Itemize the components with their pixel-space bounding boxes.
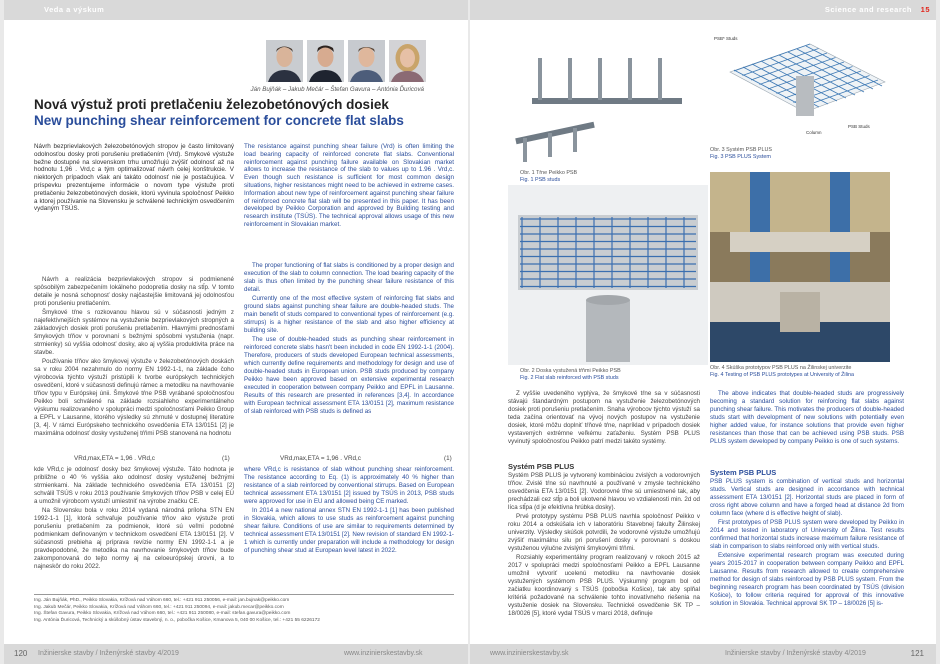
- right-column-1b-sk: [508, 472, 700, 640]
- column-2-en: [244, 262, 454, 454]
- label-column: Column: [806, 130, 822, 135]
- label-psb-studs: PSB Studs: [848, 124, 870, 129]
- authors: Ján Bujňák – Jakub Mečár – Štefan Gavura – Antónia Ďuricová: [250, 86, 424, 93]
- journal-name: Inžinierske stavby / Inženýrské stavby 4/2019: [725, 650, 866, 657]
- paragraph: The proper functioning of flat slabs is conditioned by a proper design and execution of the slab to column connection. The load bearing capacity of the slab is thus often limited by the punching shear failure resistance of this detail.: [244, 262, 454, 293]
- caption-sk: Obr. 4 Skúška prototypov PSB PLUS na Žilinskej univerzite: [710, 365, 852, 371]
- paragraph: First prototypes of PSB PLUS system were developed by Peikko in 2014 and tested in laboratory of University of Žilina. Test results confirmed that horizontal studs increase maximum failure resistance of slab in comparison to slabs reinforced only with vertical studs.: [710, 519, 904, 550]
- paragraph: In 2014 a new national annex STN EN 1992-1-1 [1] has been published in Slovakia, which allows to use studs as reinforcement against punching shear failure. Conditions of use are similar to requirements determined by technical assessment ETA 13/0151 [2]. New revision of standard EN 1992-1-1 which is currently under preparation will include a methodology for design of punching shear stud at European level latest in 2022.: [244, 507, 454, 554]
- right-column-2b-en: [710, 478, 904, 642]
- page-number: 120: [14, 649, 28, 658]
- label-psb-studs-top: PSB* Studs: [714, 36, 738, 41]
- website: www.inzinierskestavby.sk: [490, 650, 569, 657]
- website: www.inzinierskestavby.sk: [344, 650, 423, 657]
- paragraph: Používanie tŕňov ako šmykovej výstuže v železobetónových doskách sa v roku 2004 nezahrnulo do normy EN 1992-1-1, na základe čoho výrobcovia týchto výstuží pristúpili k tvorbe európskych technických osvedčení, ktoré v súčasnosti definujú rámec a metodiku na navrhovanie tŕňov typu v Európskej únii. Šmykové tŕne PSB vyrábané spoločnosťou Peikko boli schválené na základe rozsiahleho experimentálneho výskumu realizovaného v spolupráci medzi spoločnosťami Peikko Group a EPFL v Lausanne, ktorého výsledky sú zhrnuté v dostupnej literatúre [3, 4]. V rámci Európskeho technického osvedčenia ETA 13/0151 [2] je maximálna odolnosť dosky vystuženej tŕňmi PSB stanovená na hodnotu: [34, 358, 234, 437]
- contacts-divider: [34, 594, 454, 595]
- header-bar-left: [4, 0, 468, 20]
- left-page: [4, 0, 468, 664]
- paragraph: Z vyššie uvedeného vyplýva, že šmykové tŕne sa v súčasnosti stávajú štandardným postupom na vystuženie železobetónových dosiek proti porušeniu pretlačením. Snaha výrobcov týchto výstuží sa teda začína orientovať na vývoj nových postupov na vystuženie dosiek, ktoré môžu doplniť tŕňové tŕne, napríklad v prípadoch dosiek vystavených extrémne veľkému zaťaženiu. Systém PSB PLUS vyvinutý spoločnosťou Peikko patrí medzi takéto systémy.: [508, 390, 700, 445]
- figure-2-caption: [520, 368, 621, 381]
- paragraph: The above indicates that double-headed studs are progressively becoming a standard solution for reinforcing flat slabs against punching shear failure. This motivates the producers of double-headed studs start with development of new solutions with potentially even higher added value, for instance solutions that provide even higher resistances than those that can be achieved using PSB studs. PSB PLUS system developed by company Peikko is one of such systems.: [710, 390, 904, 445]
- heading-sk: Systém PSB PLUS: [508, 462, 575, 471]
- paragraph: Návrh a realizácia bezprievlakových stropov si podmienené spôsobilým zabezpečením lokálneho podopretia dosky na stĺp. V tomto detaile je nosná schopnosť dosky najčastejšie limitovaná jej odolnosťou proti porušeniu pretlačením.: [34, 276, 234, 307]
- caption-sk: Obr. 1 Tŕne Peikko PSB: [520, 170, 578, 176]
- caption-en: Fig. 4 Testing of PSB PLUS prototypes at University of Žilina: [710, 371, 855, 378]
- caption-en: Fig. 3 PSB PLUS System: [710, 153, 771, 160]
- equation-1-en-number: (1): [444, 455, 452, 462]
- header-bar-right: [470, 0, 936, 20]
- equation-1-sk-number: (1): [222, 455, 230, 462]
- abstract-en: The resistance against punching shear failure (Vrd) is often limiting the load bearing capacity of reinforced concrete flat slabs. Conventional reinforcement against punching failure available on Slovakian market allows to increase the resistance of the slab to values up to 1.96 . Vrd,c. Even though such resistance is sufficient for most common design situations, higher resistances might need to be achieved in extreme cases. Information about new type of reinforcement against punching shear failure of reinforced concrete flat slab will be presented in this paper. It has been developed by Peikko Corporation and approved by Building testing and research institute (TSÚS). The technical approval allows usage of this new reinforcement in Slovakian market.: [244, 143, 454, 228]
- column-2b-en: [244, 466, 454, 586]
- figure-1-psb-studs: [510, 50, 690, 165]
- title-en: New punching shear reinforcement for concrete flat slabs: [34, 113, 404, 128]
- column-1b-sk: [34, 466, 234, 588]
- equation-1-en: VRd,max,ETA = 1,96 . VRd,c: [280, 455, 361, 462]
- figure-3-caption: [710, 147, 772, 160]
- title-sk: Nová výstuž proti pretlačeniu železobetónových dosiek: [34, 97, 389, 112]
- paragraph: Currently one of the most effective system of reinforcing flat slabs and ground slabs against punching shear failure are double-headed studs. The main benefit of studs compared to conventional types of reinforcement (e.g. stirrups) is a higher resistance of the slab and also higher efficiency at building site.: [244, 295, 454, 334]
- paragraph: PSB PLUS system is combination of vertical studs and horizontal studs. Vertical studs are designed in accordance with technical assessment ETA 13/0151 [2]. Horizontal studs are placed in form of cross right above column and have a forged head at distance 2d from column face (where d is effective height of slab).: [710, 478, 904, 517]
- caption-sk: Obr. 3 Systém PSB PLUS: [710, 147, 773, 153]
- paragraph: Rozsiahly experimentálny program realizovaný v rokoch 2015 až 2017 v spolupráci medzi spoločnosťami Peikko a EPFL Lausanne umožnil vytvoriť ucelenú metodiku na navrhovanie dosiek vystužených systémom PSB PLUS. Výskumný program bol od začiatku koordinovaný s TSÚS (pobočka Košice), tak aby splňal kritériá požadované na schválenie tohto inovatívneho riešenia na vystuženie dosiek na Slovensku. Technické osvedčenie SK TP – 18/0026 [5], ktoré vydal TSÚS v marci 2018, definuje: [508, 554, 700, 617]
- paragraph: The use of double-headed studs as punching shear reinforcement in reinforced concrete slabs hasn't been included in code EN 1992-1-1 (2004). Therefore, producers of studs developed European technical assessments, which currently define requirements and methodology for design and use of double-headed studs in European union. PSB studs produced by company Peikko have been approved based on extensive experimental research executed in cooperation between company Peikko and EPFL in Lausanne. Results of this research are presented in references [3,4]. In accordance with European technical assessment ETA 13/0151 [2], maximum resistance of slab reinforced with PSB studs is defined as: [244, 336, 454, 415]
- paragraph: Systém PSB PLUS je vytvorený kombináciou zvislých a vodorovných tŕňov. Zvislé tŕne sú navrhnuté a používané v zmysle technického osvedčenia ETA 13/0151 [2]. Vodorovné tŕne sú umiestnené tak, aby prechádzali cez stĺp a boli ukotvené hlavou vo vzdialenosti min. 2d od líca stĺpa (d je efektívna hrúbka dosky).: [508, 472, 700, 511]
- caption-en: Fig. 2 Flat slab reinforced with PSB studs: [520, 374, 619, 381]
- section-title-en: Science and research: [824, 5, 912, 14]
- paragraph: Prvé prototypy systému PSB PLUS navrhla spoločnosť Peikko v roku 2014 a odskúšala ich v laboratóriu Stavebnej fakulty Žilinskej univerzity. Výsledky skúšok potvrdili, že vodorovné výstuže umožňujú zvýšiť maximálnu silu pri porušení dosky v porovnaní s doskou vystuženou výlučne zvislými šmykovými tŕňmi.: [508, 513, 700, 552]
- paragraph: where VRd,c is resistance of slab without punching shear reinforcement. The resistance according to Eq. (1) is approximately 40 % higher than resistance of a slab reinforced by conventional stirrups. Based on European technical assessment ETA 13/0151 [2] issued by TSÚS in 2013, PSB studs were approved for use in EU and allowed being CE marked.: [244, 466, 454, 505]
- footer-right: [470, 644, 936, 664]
- author-contacts: [34, 598, 454, 624]
- author-photo-2: [307, 40, 344, 82]
- contact-line: Ing. Antónia Ďuricová, Technický a skúšobný ústav stavebný, n. o., pobočka Košice, Kmanova 5, 040 00 Košice, tel.: +421 55 6226172: [34, 617, 320, 623]
- contact-line: Ing. Jakub Mečár, Peikko Slovakia, Krížová nad Váhom 660, tel.: +421 911 250094, e-mail: jakub.mecar@peikko.com: [34, 604, 284, 610]
- author-photo-1: [266, 40, 303, 82]
- page-number: 121: [910, 649, 924, 658]
- figure-4-lab-test-photo: [710, 172, 890, 362]
- footer-left: [4, 644, 468, 664]
- author-photo-3: [348, 40, 385, 82]
- paragraph: Na Slovensku bola v roku 2014 vydaná národná príloha STN EN 1992-1-1 [1], ktorá schvaľuje používanie tŕňov ako výstuže proti porušeniu pretlačením za podmienok, ktoré sú veľmi podobné podmienkam definovaným v technickom osvedčení ETA 13/0151 [2]. V súčasnosti prebieha aj príprava revízie normy EN 1992-1-1 a je pravdepodobné, že metodika na navrhovanie šmykových tŕňov bude zakomponovaná do tejto normy aj na celoeurópskej úrovni, a to najneskôr do roku 2022.: [34, 507, 234, 570]
- heading-en: System PSB PLUS: [710, 468, 777, 477]
- right-column-2-en: [710, 390, 904, 462]
- author-photo-4: [389, 40, 426, 82]
- paragraph: kde VRd,c je odolnosť dosky bez šmykovej výstuže. Táto hodnota je približne o 40 % vyššia ako odolnosť dosky vystuženej bežnými strmienkami. Na základe technického osvedčenia ETA 13/0151 [2] schválil TSÚS v roku 2013 používanie šmykových tŕňov PSB v celej EÚ a umožnil výrobcom vystuží umiestniť na výrobe značku CE.: [34, 466, 234, 505]
- caption-sk: Obr. 2 Doska vystužená tŕňmi Peikko PSB: [520, 368, 621, 374]
- contact-line: Ing. Ján Bujňák, PhD., Peikko Slovakia, Krížová nad Váhom 660, tel.: +421 911 250056, e-mail: jan.bujnak@peikko.com: [34, 598, 290, 603]
- journal-name: Inžinierske stavby / Inženýrské stavby 4/2019: [38, 650, 179, 657]
- paragraph: Šmykové tŕne s rozkovanou hlavou sú v súčasnosti jedným z najefektívnejších systémov na vystuženie bezprievlakových stropných a základových dosiek proti porušeniu pretlačením. Hlavnými prednosťami šmykových tŕňov v porovnaní s bežnými spôsobmi vystuženia (napr. strmienky) sú vyššia odolnosť dosky, ako aj vyššia produktivita práce na stavbe.: [34, 309, 234, 356]
- equation-1-sk: VRd,max,ETA = 1,96 . VRd,c: [74, 455, 155, 462]
- abstract-sk: Návrh bezprievlakových železobetónových stropov je často limitovaný odolnosťou dosky proti porušeniu pretlačením (Vrd). Smykové výstuže bežne dostupné na slovenskom trhu umožňujú zvýšiť odolnosť až na hodnotu 1,96 . Vrd,c a tým optimalizovať návrh celej konštrukcie. V niektorých prípadoch však ani takáto odolnosť nie je postačujúca. V príspevku prezentujeme informácie o novom type výstuže proti pretlačeniu železobetónových dosiek, ktorú vyvinula spoločnosť Peikko a ktorej používanie na Slovensku je schválené technickým osvedčením vydaným TSÚS.: [34, 143, 234, 213]
- figure-3-psb-plus-system: [710, 32, 890, 144]
- right-page: [470, 0, 936, 664]
- header-mark: 15: [920, 5, 930, 14]
- section-title-sk: Veda a výskum: [44, 5, 105, 14]
- column-1-sk: [34, 276, 234, 452]
- caption-en: Fig. 1 PSB studs: [520, 176, 561, 183]
- figure-4-caption: [710, 365, 854, 378]
- contact-line: Ing. Štefan Gavura, Peikko Slovakia, Krížová nad Váhom 660, tel.: +421 911 250080, e-mail: stefan.gavura@peikko.com: [34, 611, 291, 616]
- right-column-1-sk: [508, 390, 700, 460]
- paragraph: Extensive experimental research program was executed during years 2015-2017 in cooperation between company Peikko and EPFL Lausanne. Results from research allowed to create comprehensive method for design of slabs reinforced by PSB PLUS system. From the beginning research program has been coordinated by TSÚS (division Košice), to follow criteria required for approval of this innovative solution in Slovakia. Technical approval SK TP – 18/0026 [5] is-: [710, 552, 904, 607]
- figure-1-caption: [520, 170, 577, 183]
- figure-2-slab-photo: [508, 185, 708, 365]
